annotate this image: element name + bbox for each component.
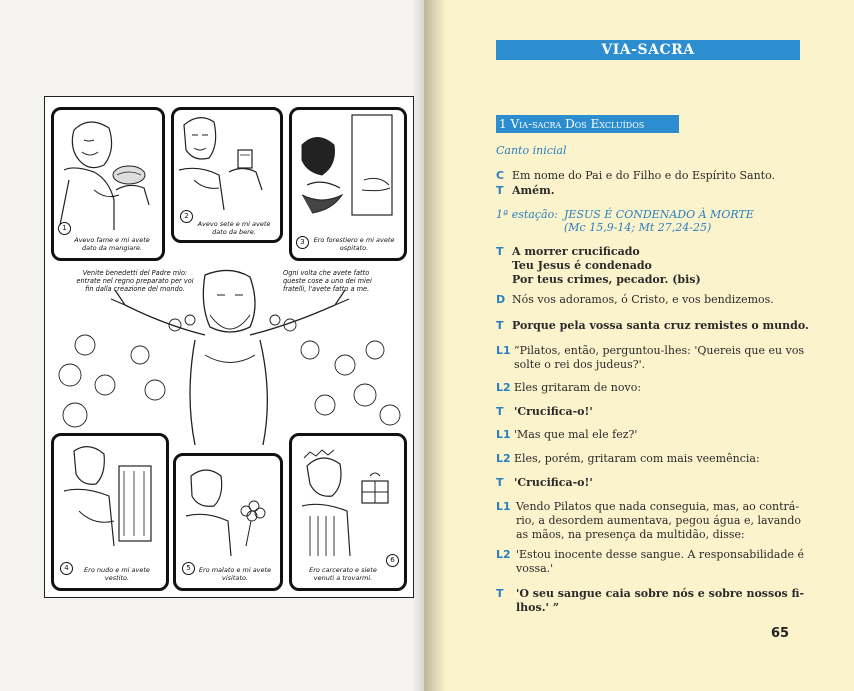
dialogue-label: L1 — [496, 500, 511, 513]
section-heading — [496, 115, 679, 133]
comic-panel-6 — [289, 433, 407, 591]
dialogue-line: Vendo Pilatos que nada conseguia, mas, ao contrá- — [516, 500, 800, 513]
center-right-text: Ogni volta che avete fatto queste cose a uno dei miei fratelli, l'avete fatto a me. — [283, 269, 372, 293]
refrain-line: A morrer crucificado — [512, 245, 640, 258]
panel-1-number: 1 — [58, 222, 71, 235]
right-page — [424, 0, 854, 691]
dialogue-line: “Pilatos, então, perguntou-lhes: 'Quereis que eu vos — [514, 344, 805, 357]
panel-4-caption: Ero nudo e mi avete vestito. — [74, 566, 160, 582]
refrain-line: Por teus crimes, pecador. (bis) — [512, 273, 701, 286]
panel-6-caption: Ero carcerato e siete venuti a trovarmi. — [300, 566, 386, 582]
refrain-line: Teu Jesus é condenado — [512, 259, 652, 272]
dialogue-line: Nós vos adoramos, ó Cristo, e vos bendizemos. — [512, 293, 774, 306]
dialogue-line: vossa.' — [516, 562, 554, 575]
panel-1-caption: Avevo fame e mi avete dato da mangiare. — [72, 236, 152, 252]
panel-3-number: 3 — [296, 236, 309, 249]
station-reference: (Mc 15,9-14; Mt 27,24-25) — [564, 221, 712, 234]
comic-panel-4 — [51, 433, 169, 591]
station-title: JESUS É CONDENADO À MORTE — [564, 208, 754, 221]
panel-6-number: 6 — [386, 554, 399, 567]
dialogue-line: as mãos, na presença da multidão, disse: — [516, 528, 745, 541]
right-gutter-shade — [424, 0, 446, 691]
comic-illustration — [44, 96, 414, 598]
refrain-label: T — [496, 245, 504, 258]
dialogue-line: Eles, porém, gritaram com mais veemência: — [514, 452, 760, 465]
dialogue-label: L1 — [496, 344, 511, 357]
dialogue-line: lhos.' ” — [516, 601, 560, 614]
dialogue-line: 'Mas que mal ele fez?' — [514, 428, 638, 441]
dialogue-line: 'O seu sangue caia sobre nós e sobre nossos fi- — [516, 587, 805, 600]
line-text: Amém. — [512, 184, 555, 197]
dialogue-label: L2 — [496, 452, 511, 465]
panel-3-caption: Ero forestiero e mi avete ospitato. — [310, 236, 398, 252]
station-prefix: 1ª estação: — [496, 208, 558, 221]
dialogue-line: 'Estou inocente desse sangue. A responsabilidade é — [516, 548, 805, 561]
section-number: 1 — [499, 117, 507, 131]
line-label: T — [496, 184, 504, 197]
center-left-text: Venite benedetti del Padre mio: entrate nel regno preparato per voi fin dalla creazione del mondo. — [76, 269, 194, 293]
section-title: Via-sacra Dos Excluídos — [510, 117, 645, 131]
via-sacra-banner: VIA-SACRA — [496, 40, 800, 60]
dialogue-line: solte o rei dos judeus?'. — [514, 358, 646, 371]
comic-panel-1 — [51, 107, 165, 261]
dialogue-label: L2 — [496, 381, 511, 394]
dialogue-line: 'Crucifica-o!' — [514, 405, 593, 418]
dialogue-label: T — [496, 405, 504, 418]
panel-2-caption: Avevo sete e mi avete dato da bere. — [194, 220, 274, 236]
line-label: C — [496, 169, 505, 182]
dialogue-line: Porque pela vossa santa cruz remistes o mundo. — [512, 319, 809, 332]
dialogue-label: T — [496, 587, 504, 600]
dialogue-label: T — [496, 476, 504, 489]
panel-5-caption: Ero malato e mi avete visitato. — [196, 566, 274, 582]
dialogue-label: L1 — [496, 428, 511, 441]
dialogue-label: T — [496, 319, 504, 332]
comic-panel-2 — [171, 107, 283, 243]
comic-panel-3 — [289, 107, 407, 261]
canto-inicial: Canto inicial — [496, 144, 567, 157]
dialogue-line: Eles gritaram de novo: — [514, 381, 642, 394]
dialogue-line: rio, a desordem aumentava, pegou água e, lavando — [516, 514, 802, 527]
panel-4-number: 4 — [60, 562, 73, 575]
dialogue-line: 'Crucifica-o!' — [514, 476, 593, 489]
panel-2-number: 2 — [180, 210, 193, 223]
panel-5-number: 5 — [182, 562, 195, 575]
dialogue-label: L2 — [496, 548, 511, 561]
dialogue-label: D — [496, 293, 506, 306]
page-number: 65 — [771, 626, 790, 641]
comic-panel-5 — [173, 453, 283, 591]
line-text: Em nome do Pai e do Filho e do Espírito Santo. — [512, 169, 776, 182]
